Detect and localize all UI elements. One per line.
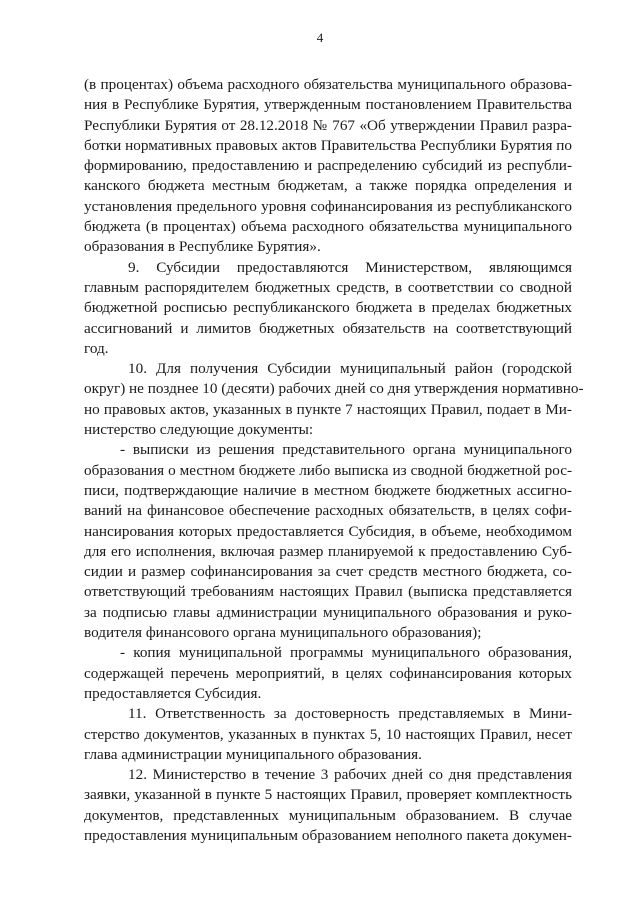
text-line: писи, подтверждающие наличие в местном бюджете бюджетных ассигно-: [84, 481, 572, 499]
text-line: формированию, предоставлению и распределению субсидий из республи-: [84, 157, 572, 175]
text-line: но правовых актов, указанных в пункте 7 настоящих Правил, подает в Ми-: [84, 400, 572, 418]
text-line: ассигнований и лимитов бюджетных обязательств на соответствующий: [84, 319, 572, 337]
text-line: округ) не позднее 10 (десяти) рабочих дней со дня утверждения нормативно-: [84, 380, 584, 398]
text-line: главным распорядителем бюджетных средств, в соответствии со сводной: [84, 278, 572, 296]
text-line: нистерство следующие документы:: [84, 421, 314, 439]
page-number: 4: [316, 30, 324, 45]
text-line: ботки нормативных правовых актов Правительства Республики Бурятия по: [84, 136, 572, 154]
text-line: 11. Ответственность за достоверность представляемых в Мини-: [128, 705, 572, 723]
text-line: образования в Республике Бурятия».: [84, 238, 321, 256]
text-line: сидии и размер софинансирования за счет средств местного бюджета, со-: [84, 563, 572, 581]
text-line: 12. Министерство в течение 3 рабочих дней со дня представления: [128, 766, 572, 784]
text-line: документов, представленных муниципальным образованием. В случае: [84, 806, 572, 824]
text-line: 10. Для получения Субсидии муниципальный район (городской: [128, 360, 572, 378]
text-line: нансирования которых предоставляется Субсидия, в объеме, необходимом: [84, 522, 572, 540]
text-line: установления предельного уровня софинансирования из республиканского: [84, 197, 572, 215]
text-line: - копия муниципальной программы муниципального образования,: [120, 644, 572, 662]
text-line: ваний на финансовое обеспечение расходных обязательств, в целях софи-: [84, 502, 572, 520]
text-line: глава администрации муниципального образования.: [84, 745, 422, 763]
document-body: [84, 75, 584, 846]
text-line: водителя финансового органа муниципального образования);: [84, 624, 482, 642]
text-line: канского бюджета местным бюджетам, а также порядка определения и: [84, 177, 572, 195]
text-line: образования о местном бюджете либо выписка из сводной бюджетной рос-: [84, 461, 572, 479]
text-line: ния в Республике Бурятия, утвержденным постановлением Правительства: [84, 96, 572, 114]
text-line: 9. Субсидии предоставляются Министерством, являющимся: [128, 258, 572, 276]
text-line: бюджетной росписью республиканского бюджета в пределах бюджетных: [84, 299, 572, 317]
text-line: (в процентах) объема расходного обязательства муниципального образова-: [84, 76, 572, 93]
text-line: Республики Бурятия от 28.12.2018 № 767 «Об утверждении Правил разра-: [84, 116, 572, 134]
text-line: содержащей перечень мероприятий, в целях софинансирования которых: [84, 664, 572, 682]
text-line: за подписью главы администрации муниципального образования и руко-: [84, 603, 572, 621]
text-line: заявки, указанной в пункте 5 настоящих Правил, проверяет комплектность: [84, 786, 572, 804]
text-line: ответствующий требованиям настоящих Правил (выписка представляется: [84, 583, 572, 601]
text-line: бюджета (в процентах) объема расходного обязательства муниципального: [84, 218, 572, 236]
text-line: предоставления муниципальным образованием неполного пакета докумен-: [84, 826, 572, 844]
text-line: предоставляется Субсидия.: [84, 684, 262, 702]
text-line: год.: [84, 339, 109, 357]
text-line: - выписки из решения представительного органа муниципального: [120, 441, 572, 459]
text-line: для его исполнения, включая размер планируемой к предоставлению Суб-: [84, 542, 572, 560]
text-line: стерство документов, указанных в пунктах 5, 10 настоящих Правил, несет: [84, 725, 572, 743]
